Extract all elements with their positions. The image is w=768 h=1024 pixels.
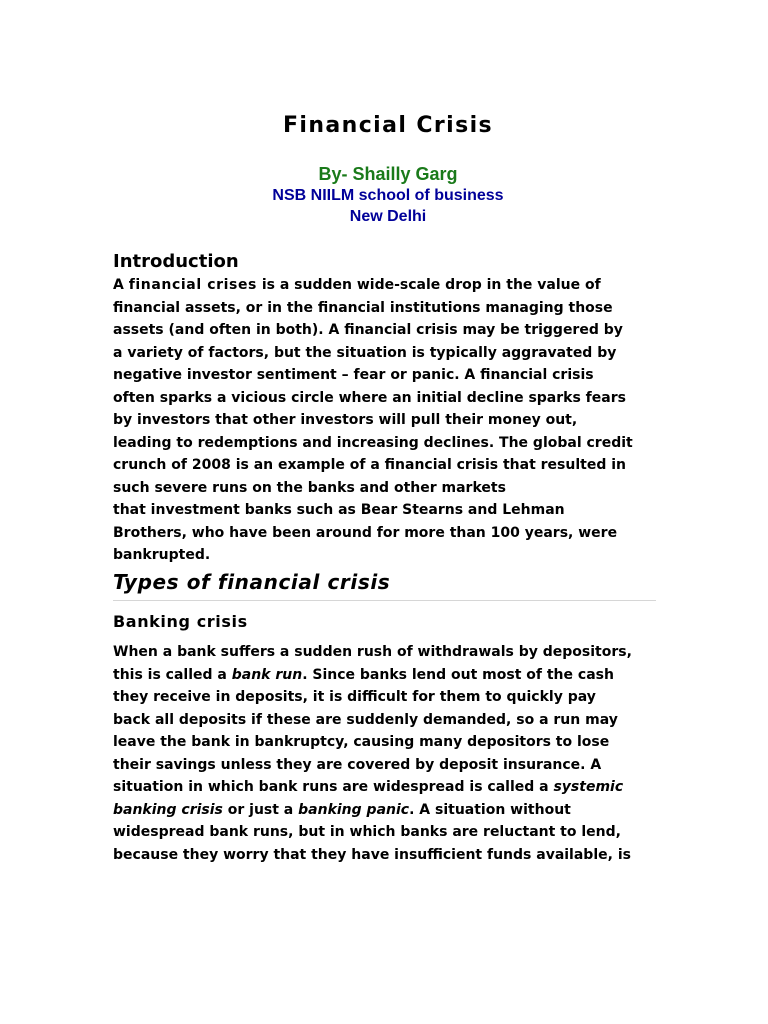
paragraph-line: financial assets, or in the financial institutions managing those	[113, 299, 613, 316]
paragraph-line: When a bank suffers a sudden rush of withdrawals by depositors,	[113, 644, 632, 660]
paragraph-line	[113, 776, 658, 799]
affiliation-line-2: New Delhi	[349, 208, 427, 225]
affiliation-line-1: NSB NIILM school of business	[272, 187, 504, 204]
paragraph-line: because they worry that they have insufficient funds available, is	[113, 846, 631, 863]
paragraph-line: leading to redemptions and increasing declines. The global credit	[113, 434, 633, 451]
paragraph-line: their savings unless they are covered by deposit insurance. A	[113, 756, 602, 773]
paragraph-line: they receive in deposits, it is difficult for them to quickly pay	[113, 689, 596, 705]
paragraph-line	[113, 274, 658, 297]
term-banking-panic: banking panic	[298, 801, 410, 818]
paragraph-line: that investment banks such as Bear Stearns and Lehman	[113, 502, 565, 518]
text-run: A	[113, 277, 129, 293]
introduction-paragraph	[113, 274, 658, 567]
banking-crisis-heading: Banking crisis	[113, 612, 248, 631]
section-divider	[113, 600, 656, 601]
paragraph-line: negative investor sentiment – fear or panic. A financial crisis	[113, 367, 594, 383]
paragraph-line: back all deposits if these are suddenly demanded, so a run may	[113, 711, 618, 728]
term-systemic: systemic	[553, 779, 624, 795]
paragraph-line	[113, 799, 658, 822]
paragraph-line: often sparks a vicious circle where an initial decline sparks fears	[113, 389, 626, 406]
text-run: . Since banks lend out most of the cash	[302, 666, 614, 683]
paragraph-line: Brothers, who have been around for more than 100 years, were	[113, 524, 618, 541]
paragraph-line: bankrupted.	[113, 547, 211, 563]
types-heading: Types of financial crisis	[113, 570, 391, 594]
author-line: By- Shailly Garg	[318, 164, 458, 184]
text-run: or just a	[222, 801, 299, 818]
document-title: Financial Crisis	[282, 113, 494, 138]
keyword-financial-crises: financial crises	[128, 277, 257, 293]
text-run: situation in which bank runs are widespread is called a	[113, 779, 554, 795]
paragraph-line: leave the bank in bankruptcy, causing many depositors to lose	[113, 734, 610, 750]
term-bank-run: bank run	[231, 666, 303, 683]
paragraph-line: widespread bank runs, but in which banks are reluctant to lend,	[113, 824, 621, 840]
banking-crisis-paragraph	[113, 641, 658, 866]
text-run: . A situation without	[409, 801, 571, 818]
paragraph-line: by investors that other investors will pull their money out,	[113, 412, 578, 428]
paragraph-line	[113, 664, 658, 687]
paragraph-line: assets (and often in both). A financial crisis may be triggered by	[113, 322, 623, 338]
paragraph-line: such severe runs on the banks and other markets	[113, 479, 506, 496]
paragraph-line: a variety of factors, but the situation is typically aggravated by	[113, 344, 617, 361]
paragraph-line: crunch of 2008 is an example of a financial crisis that resulted in	[113, 457, 626, 473]
term-banking-crisis: banking crisis	[113, 801, 223, 818]
text-run: this is called a	[113, 666, 232, 683]
introduction-heading: Introduction	[113, 251, 239, 272]
text-run: is a sudden wide-scale drop in the value of	[256, 277, 601, 293]
